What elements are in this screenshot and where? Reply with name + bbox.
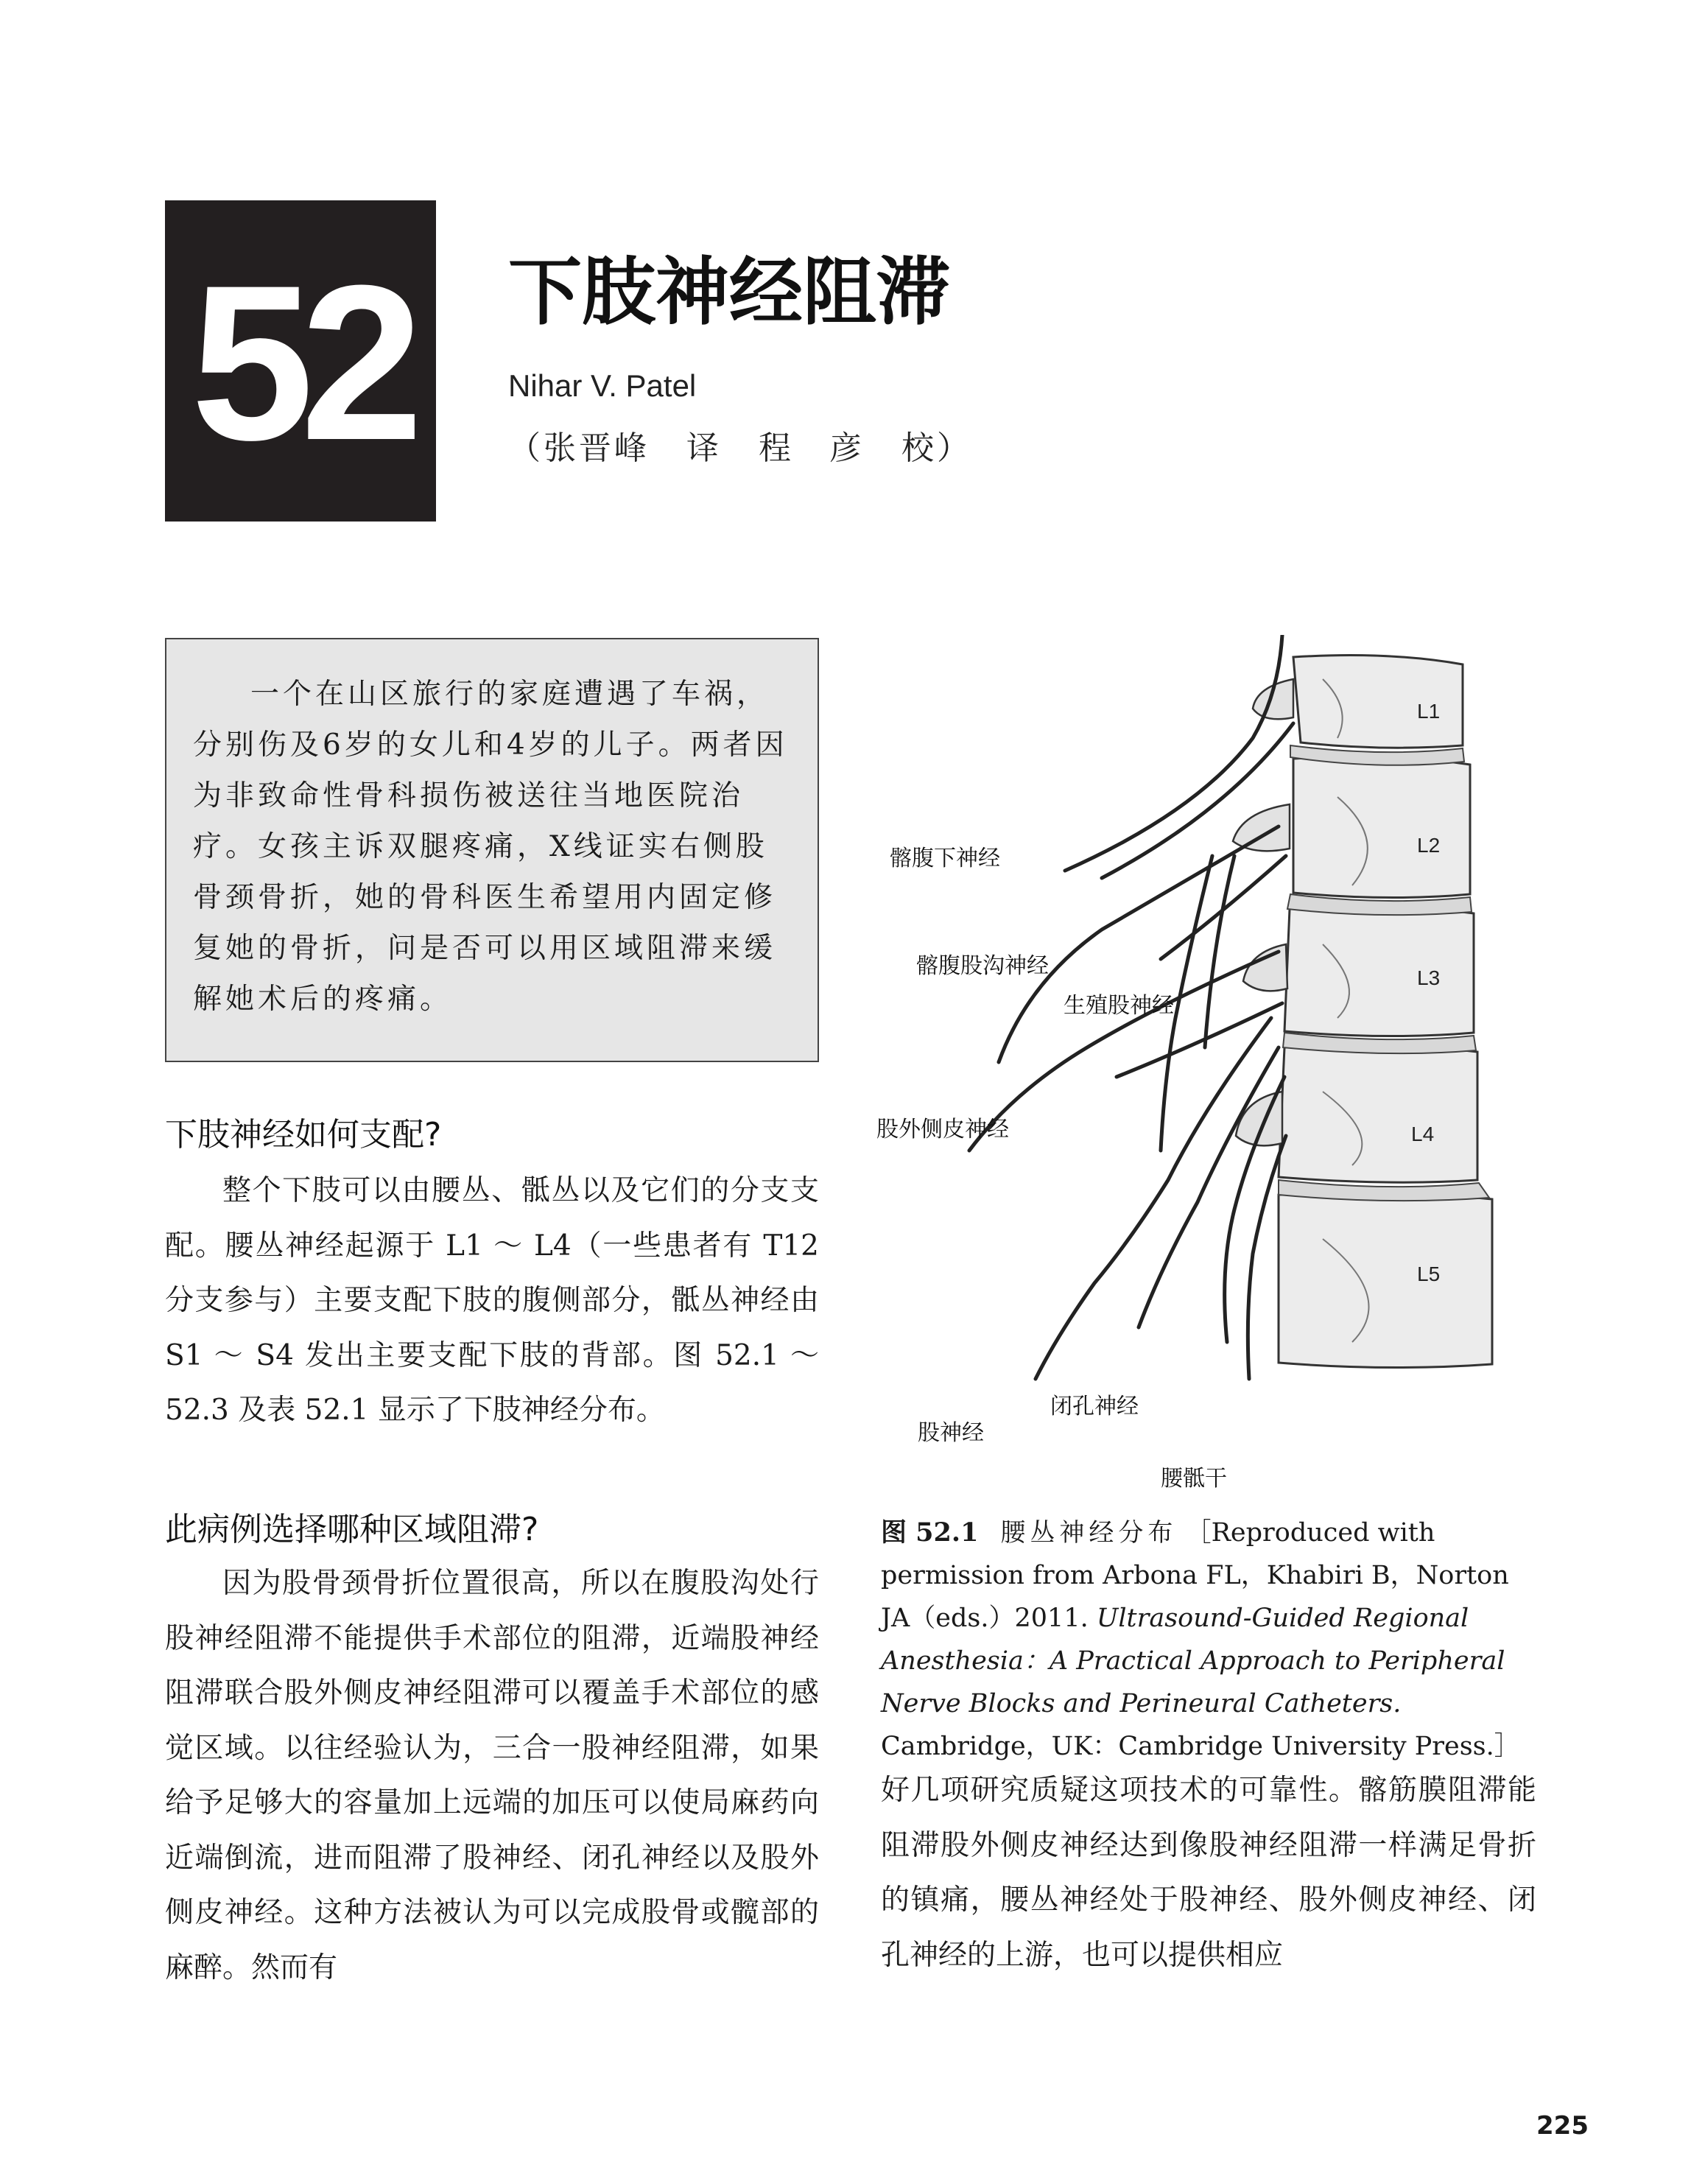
author: Nihar V. Patel	[508, 368, 697, 403]
page-number: 225	[1536, 2111, 1589, 2141]
chapter-number: 52	[191, 239, 410, 486]
nerve-ilioinguinal	[999, 826, 1279, 1062]
vertebra-l4-body	[1279, 1045, 1477, 1182]
right-column-paragraph: 好几项研究质疑这项技术的可靠性。髂筋膜阻滞能阻滞股外侧皮神经达到像股神经阻滞一样满足骨折的镇痛，腰丛神经处于股神经、股外侧皮神经、闭孔神经的上游，也可以提供相应	[881, 1774, 1536, 1972]
case-box: 一个在山区旅行的家庭遭遇了车祸，分别伤及6岁的女儿和4岁的儿子。两者因为非致命性骨科损伤被送往当地医院治疗。女孩主诉双腿疼痛，X线证实右侧股骨颈骨折，她的骨科医生希望用内固定修复她的骨折，问是否可以用区域阻滞来缓解她术后的疼痛。	[165, 638, 819, 1062]
label-l3: L3	[1417, 966, 1441, 989]
label-ilioinguinal-nerve: 髂腹股沟神经	[916, 953, 1049, 979]
caption-title: 腰丛神经分布	[1000, 1518, 1178, 1548]
label-genitofemoral-nerve: 生殖股神经	[1064, 993, 1174, 1019]
nerve-lateral-femoral-cutaneous	[969, 952, 1279, 1151]
label-lumbosacral-trunk: 腰骶干	[1161, 1466, 1227, 1492]
chapter-title: 下肢神经阻滞	[508, 249, 950, 335]
section-heading-block-choice: 此病例选择哪种区域阻滞?	[165, 1511, 539, 1548]
nerve-iliohypogastric-2	[1102, 723, 1293, 878]
translator-role: 译	[686, 429, 722, 467]
vertebra-l2-body	[1293, 756, 1470, 897]
label-lateral-femoral-cutaneous-nerve: 股外侧皮神经	[876, 1117, 1009, 1142]
label-l5: L5	[1417, 1263, 1441, 1285]
translator-line	[508, 421, 972, 468]
caption-citation-italic: Ultrasound-Guided Regional Anesthesia：A Practical Approach to Peripheral Nerve Blocks and Perineural Catheters.	[881, 1604, 1505, 1718]
reviewer-role: 校	[901, 429, 937, 467]
label-l2: L2	[1417, 834, 1441, 857]
label-l4: L4	[1411, 1123, 1435, 1145]
label-femoral-nerve: 股神经	[918, 1420, 984, 1446]
label-iliohypogastric-nerve: 髂腹下神经	[890, 846, 1000, 871]
caption-citation-post: Cambridge，UK：Cambridge University Press.］	[881, 1732, 1520, 1761]
transverse-process-l2	[1233, 804, 1290, 851]
section-body-innervation: 整个下肢可以由腰丛、骶丛以及它们的分支支配。腰丛神经起源于 L1 ～ L4（一些患者有 T12 分支参与）主要支配下肢的腹侧部分，骶丛神经由 S1 ～ S4 发出主要支配下肢的背部。图 52.1 ～ 52.3 及表 52.1 显示了下肢神经分布。	[165, 1174, 819, 1427]
translator-name: 张晋峰	[544, 429, 650, 467]
section-heading-innervation: 下肢神经如何支配?	[165, 1116, 442, 1154]
label-obturator-nerve: 闭孔神经	[1050, 1394, 1139, 1419]
vertebra-l5-body	[1279, 1193, 1492, 1367]
reviewer-name: 程 彦	[759, 429, 865, 467]
nerve-genitofemoral-2	[1205, 856, 1234, 1047]
vertebra-l3-body	[1284, 906, 1474, 1036]
caption-label: 图 52.1	[881, 1517, 979, 1548]
figure-caption	[881, 1511, 1536, 1768]
lumbar-plexus-illustration	[881, 635, 1536, 1497]
translator-close-paren: ）	[937, 429, 972, 467]
chapter-number-box	[165, 200, 436, 522]
caption-citation-pre: ［Reproduced with permission from Arbona FL，Khabiri B，Norton JA（eds.）2011.	[881, 1518, 1509, 1633]
label-l1: L1	[1417, 700, 1441, 723]
section-body-block-choice: 因为股骨颈骨折位置很高，所以在腹股沟处行股神经阻滞不能提供手术部位的阻滞，近端股神经阻滞联合股外侧皮神经阻滞可以覆盖手术部位的感觉区域。以往经验认为，三合一股神经阻滞，如果给予足够大的容量加上远端的加压可以使局麻药向近端倒流，进而阻滞了股神经、闭孔神经以及股外侧皮神经。这种方法被认为可以完成股骨或髋部的麻醉。然而有	[165, 1567, 819, 1984]
transverse-process-l3	[1243, 944, 1287, 991]
translator-open-paren: （	[508, 429, 544, 467]
nerve-femoral-2	[1139, 1047, 1279, 1327]
lumbar-plexus-figure	[876, 635, 1536, 1497]
